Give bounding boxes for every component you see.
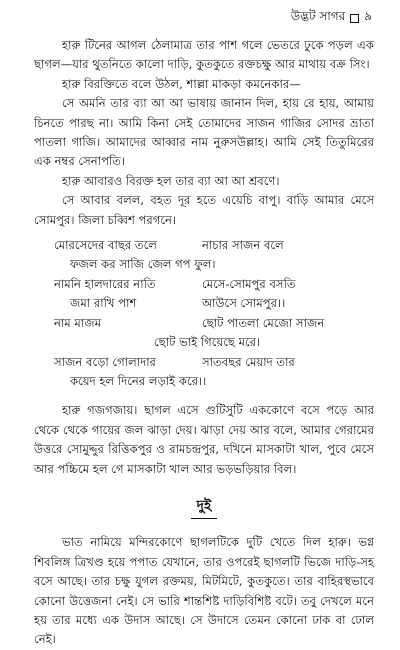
verse-line [54,275,374,294]
page-body [34,36,374,650]
paragraph: হারু বিরক্তিতে বলে উঠল, শাল্লা মাকড়া কমনেকার— [62,76,301,91]
verse-right: মেসে-সোমপুর বসতি [202,276,296,291]
paragraph: সে আবার বলল, বহত দূর হতে এয়েচি বাপু। বাড়ি আমার মেসে সোমপুর। জিলা চব্বিশ পরগনে। [34,193,374,227]
verse-line [54,236,374,255]
verse-line [54,314,374,333]
verse-left: নাম মাজম [54,315,102,330]
verse-right: ছোট পাতলা মেজো সাজন [202,315,325,330]
verse-block [54,236,374,391]
verse-line [54,372,374,391]
paragraph: ভাত নামিয়ে মন্দিরকোণে ছাগলটিকে দুটি খেতে দিল হারু। ভগ্ন শিবলিঙ্গ ত্রিখণ্ড হয়ে পপাত যেখানে, তার ওপরেই ছাগলটি ভিজে দাড়ি-সহ বসে আছে। তার চক্ষু যুগল রক্তময়, মিটমিটে, কুতকুতে। তার বাহিরস্থভাবে কোনো উত্তেজনা নেই। সে ভারি শান্তশিষ্ট দাড়িবিশিষ্ট বটে। তবু দেখলে মনে হয় তার মধ্যে এক উদাস আছে। সে উদাসে তেমন কোনো ঢাক বা ঢোল নেই। [34,535,374,647]
verse-left: সাজন বড়ো গোলাদার [54,354,156,369]
chapter-heading: দুই [196,497,212,514]
verse-right: সাতবছর মেয়াদ তার [202,354,295,369]
paragraph: সে অমনি তার ব্যা আ আ ভাষায় জানান দিল, হায় রে হায়, আমায় চিনতে পারছ না। আমি কিনা সেই তোমাদের সাজন গাজির সোদর ভ্রাতা পাতলা গাজি। আমাদের আব্বার নাম নুরুসউল্লাহ। আমি সেই তিতুমিরের এক নম্বর সেনাপতি। [34,96,374,169]
verse-left: নামনি হালদারের নাতি [54,276,156,291]
book-title: উদ্ভট সাগর [290,9,346,23]
verse-line [54,333,374,352]
chapter-underline [191,518,217,519]
verse-text: ছোট ভাই গিয়েছে মরে। [154,335,261,350]
verse-right: নাচার সাজন বলে [202,238,284,253]
verse-line [54,353,374,372]
verse-right: আউসে সোমপুর।। [202,296,286,311]
paragraph: হারু টিনের আগল ঠেলামাত্র তার পাশ গলে ভেতরে ঢুকে পড়ল এক ছাগল—যার থুতনিতে কালো দাড়ি, কুতকুতে রক্তচক্ষু আর মাথায় বক্র সিং। [34,38,374,72]
verse-text: ফজল কর সাজি জেল গপ ফুল। [70,257,216,272]
page-number: ৯ [364,9,372,23]
running-header [291,8,372,28]
verse-line [54,255,374,274]
square-icon [350,14,359,23]
verse-line [54,294,374,313]
paragraph: হারু আবারও বিরক্ত হল তার ব্যা আ আ শ্রবণে। [62,173,280,188]
paragraph: হারু গজগজায়। ছাগল এসে গুটিসুটি এককোণে বসে পড়ে আর থেকে থেকে গায়ের জল ঝাড়া দেয়। ঝাড়া দেয় আর বলে, আমার গেরামের উত্তরে সোমুদ্দুর রিত্তিকপুর ও রামচন্দ্রপুর, দখিনে মাসকাটা খাল, পুবে মেসে আর পচ্চিমে হল গে মাসকাটা খাল আর ভড়ভড়িয়ার বিল। [34,403,374,476]
verse-left: মোরসেদের বাছর তলে [54,238,157,253]
verse-left: জমা রাখি পাশ [70,296,137,311]
verse-text: কয়েদ হল দিনের লড়াই করে।। [70,373,207,388]
